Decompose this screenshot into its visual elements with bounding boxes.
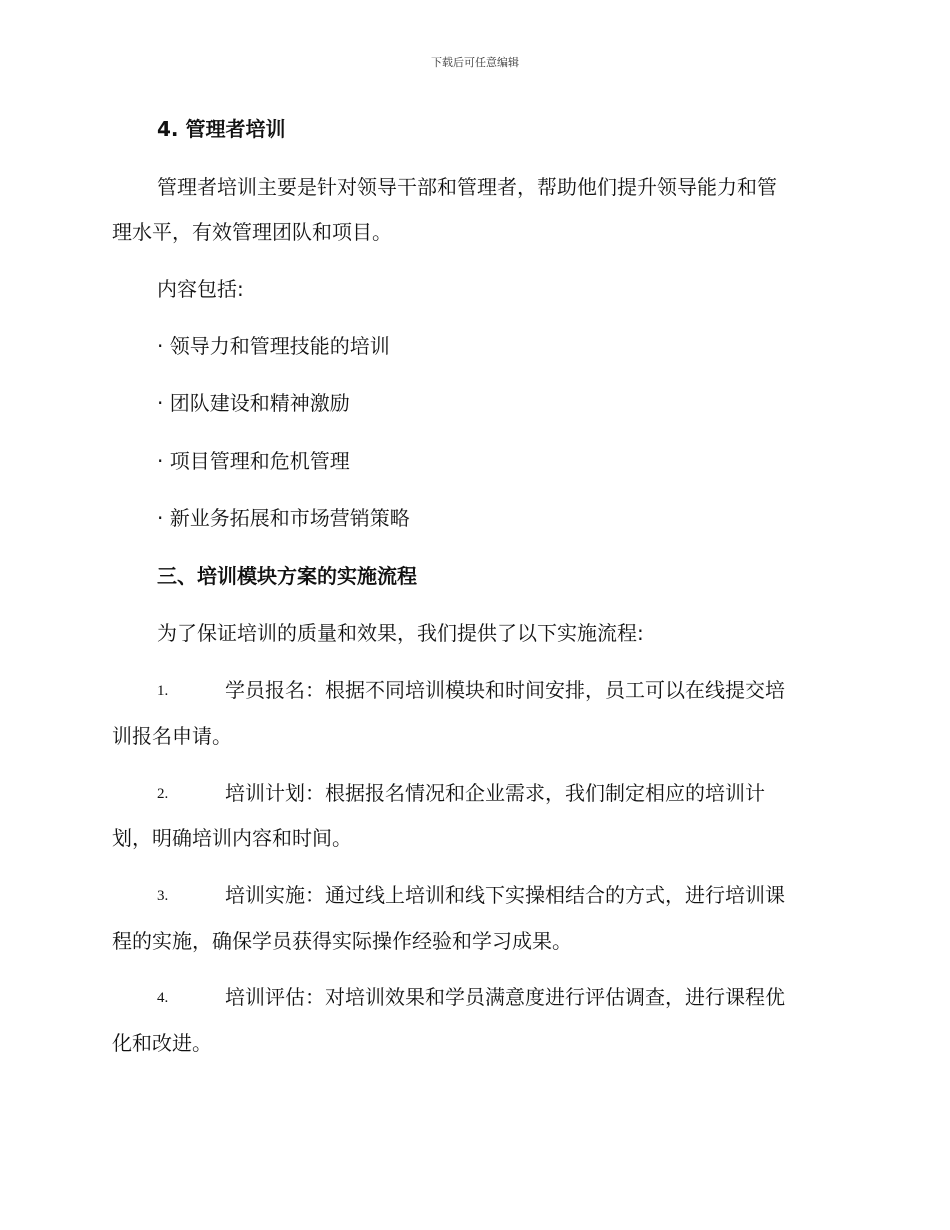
process-intro: 为了保证培训的质量和效果，我们提供了以下实施流程: xyxy=(157,621,644,645)
step-number: 3. xyxy=(157,888,169,904)
bullet-item: · 新业务拓展和市场营销策略 xyxy=(157,506,410,530)
step-line-1: 培训实施：通过线上培训和线下实操相结合的方式，进行培训课 xyxy=(225,883,785,907)
contents-label: 内容包括: xyxy=(157,277,244,301)
step-line-1: 培训评估：对培训效果和学员满意度进行评估调查，进行课程优 xyxy=(225,985,785,1009)
bullet-item: · 领导力和管理技能的培训 xyxy=(157,334,390,358)
intro-line-2: 理水平，有效管理团队和项目。 xyxy=(112,220,392,244)
bullet-item: · 项目管理和危机管理 xyxy=(157,449,350,473)
step-number: 1. xyxy=(157,683,169,699)
step-line-2: 化和改进。 xyxy=(112,1031,212,1055)
section3-heading: 三、培训模块方案的实施流程 xyxy=(157,564,417,588)
step-number: 4. xyxy=(157,990,169,1006)
step-line-2: 程的实施，确保学员获得实际操作经验和学习成果。 xyxy=(112,929,572,953)
intro-line-1: 管理者培训主要是针对领导干部和管理者，帮助他们提升领导能力和管 xyxy=(157,175,777,199)
step-line-1: 培训计划：根据报名情况和企业需求，我们制定相应的培训计 xyxy=(225,781,765,805)
step-line-2: 划，明确培训内容和时间。 xyxy=(112,826,352,850)
header-note: 下载后可任意编辑 xyxy=(431,56,519,69)
step-line-1: 学员报名：根据不同培训模块和时间安排，员工可以在线提交培 xyxy=(225,678,785,702)
bullet-item: · 团队建设和精神激励 xyxy=(157,391,350,415)
section4-heading: 4. 管理者培训 xyxy=(157,117,286,141)
step-number: 2. xyxy=(157,786,169,802)
step-line-2: 训报名申请。 xyxy=(112,724,232,748)
